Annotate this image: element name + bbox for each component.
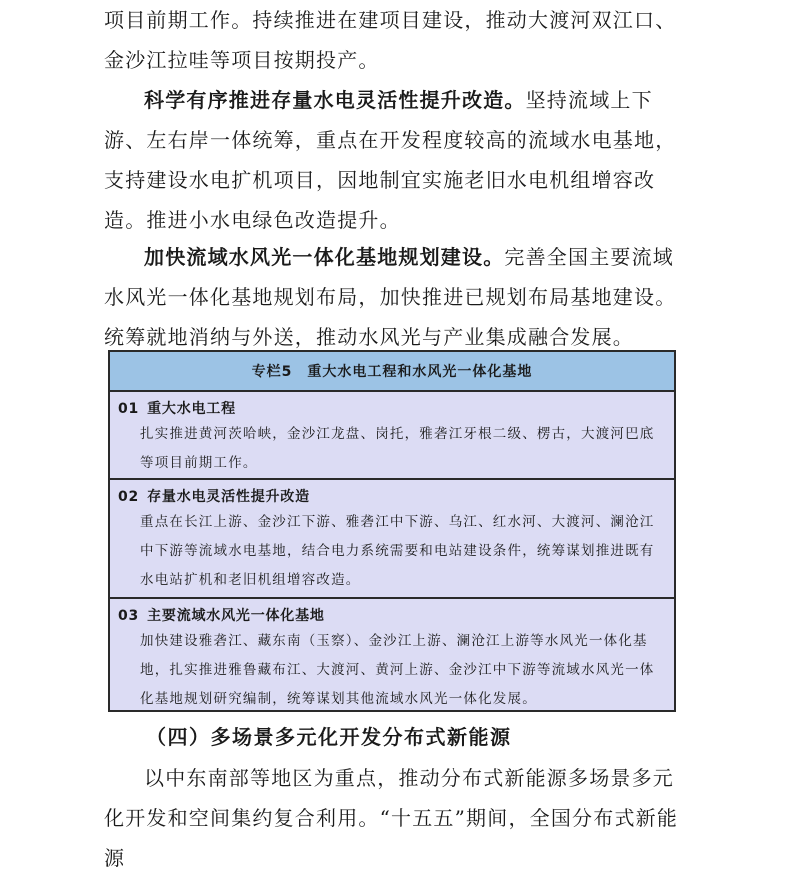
section-title (118, 486, 666, 508)
section-number: 02 (118, 489, 140, 505)
section-number: 01 (118, 401, 140, 417)
paragraph-3-lead: 加快流域水风光一体化基地规划建设。 (144, 245, 505, 269)
section-body: 重点在长江上游、金沙江下游、雅砻江中下游、乌江、红水河、大渡河、澜沧江中下游等流域水电基地，结合电力系统需要和电站建设条件，统筹谋划推进既有水电站扩机和老旧机组增容改造。 (140, 514, 655, 588)
section-subheading: （四）多场景多元化开发分布式新能源 (146, 725, 512, 749)
section-title-text: 主要流域水风光一体化基地 (147, 608, 325, 624)
paragraph-2-lead: 科学有序推进存量水电灵活性提升改造。 (144, 88, 526, 112)
paragraph-2-text: 坚持流域上下游、左右岸一体统筹，重点在开发程度较高的流域水电基地，支持建设水电扩机项目，因地制宜实施老旧水电机组增容改造。推进小水电绿色改造提升。 (104, 88, 677, 232)
column-section-02 (110, 480, 674, 599)
column-section-03 (110, 599, 674, 712)
section-title-text: 存量水电灵活性提升改造 (147, 489, 310, 505)
section-title (118, 605, 666, 627)
column-box (108, 350, 676, 712)
column-title: 专栏5 重大水电工程和水风光一体化基地 (110, 352, 674, 392)
paragraph-3 (104, 237, 684, 357)
section-title-text: 重大水电工程 (147, 401, 236, 417)
paragraph-3-text: 完善全国主要流域水风光一体化基地规划布局，加快推进已规划布局基地建设。统筹就地消纳与外送，推动水风光与产业集成融合发展。 (104, 245, 677, 349)
column-section-01 (110, 392, 674, 480)
paragraph-4: 以中东南部等地区为重点，推动分布式新能源多场景多元化开发和空间集约复合利用。“十五五”期间，全国分布式新能源 (104, 766, 679, 870)
paragraph-2 (104, 80, 684, 240)
section-body: 扎实推进黄河茨哈峡，金沙江龙盘、岗托，雅砻江牙根二级、楞古，大渡河巴底等项目前期工作。 (140, 426, 655, 471)
section-number: 03 (118, 608, 140, 624)
section-title (118, 398, 666, 420)
paragraph-1: 项目前期工作。持续推进在建项目建设，推动大渡河双江口、金沙江拉哇等项目按期投产。 (104, 8, 677, 72)
section-body: 加快建设雅砻江、藏东南（玉察）、金沙江上游、澜沧江上游等水风光一体化基地，扎实推进雅鲁藏布江、大渡河、黄河上游、金沙江中下游等流域水风光一体化基地规划研究编制，统筹谋划其他流域水风光一体化发展。 (140, 633, 655, 707)
